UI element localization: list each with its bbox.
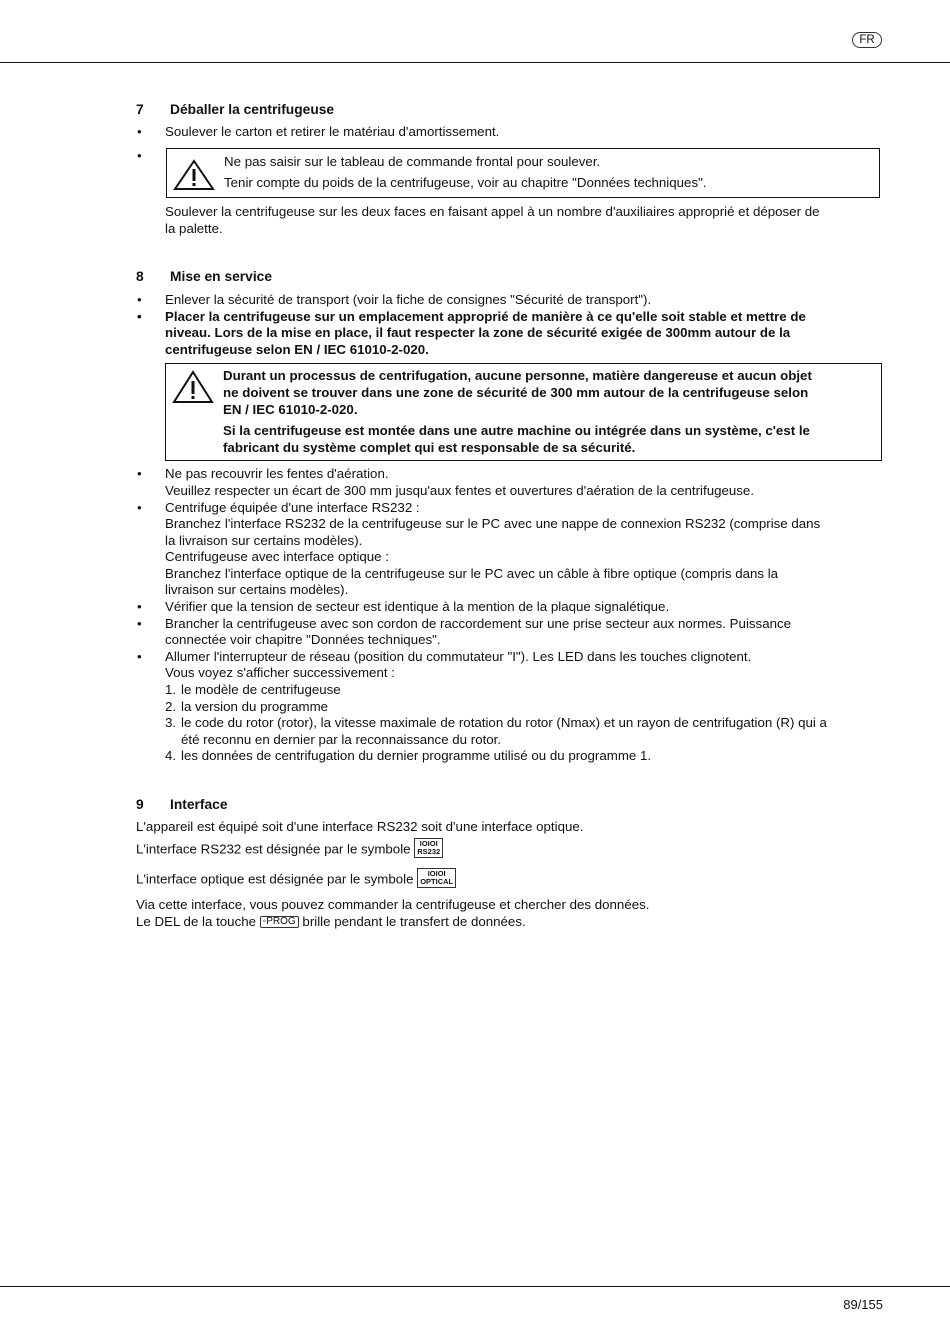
text-line: Le DEL de la touche: [136, 913, 257, 929]
warning-icon-cell: [167, 149, 221, 197]
item-number: 2.: [165, 698, 177, 714]
paragraph: [136, 868, 880, 888]
text-line: livraison sur certains modèles).: [165, 582, 349, 598]
warning-text: EN / IEC 61010-2-020.: [223, 401, 358, 417]
warning-triangle-icon: [173, 159, 215, 191]
item-text: le code du rotor (rotor), la vitesse maximale de rotation du rotor (Nmax) et un rayon de centrifugation (R) qui a: [181, 715, 827, 731]
text-line: niveau. Lors de la mise en place, il faut respecter la zone de sécurité exigée de 300mm autour de la: [165, 325, 791, 341]
list-item: [136, 616, 880, 649]
warning-text: Tenir compte du poids de la centrifugeuse, voir au chapitre "Données techniques".: [224, 174, 707, 190]
warning-text: Durant un processus de centrifugation, aucune personne, matière dangereuse et aucun objet: [223, 368, 812, 384]
text-line: • Centrifuge équipée d'une interface RS232 :: [165, 499, 420, 515]
item-text: la version du programme: [181, 698, 329, 714]
footer-rule: [0, 1286, 950, 1287]
text-line: Soulever la centrifugeuse sur les deux faces en faisant appel à un nombre d'auxiliaires approprié et déposer de: [165, 204, 820, 220]
section-number: 8: [136, 269, 144, 285]
warning-text: fabricant du système complet qui est responsable de sa sécurité.: [223, 439, 636, 455]
list-item: • Vérifier que la tension de secteur est identique à la mention de la plaque signalétique.: [136, 599, 880, 616]
language-badge: FR: [852, 32, 882, 48]
numbered-item: [165, 699, 880, 716]
item-number: 1.: [165, 682, 177, 698]
bullet-dot: •: [137, 148, 142, 164]
item-number: 4.: [165, 748, 177, 764]
paragraph: L'appareil est équipé soit d'une interface RS232 soit d'une interface optique.: [136, 818, 584, 834]
list-item: [136, 649, 880, 682]
text-line: brille pendant le transfert de données.: [302, 913, 526, 929]
text-line: Branchez l'interface optique de la centrifugeuse sur le PC avec un câble à fibre optique (compris dans la: [165, 565, 779, 581]
numbered-item: [165, 748, 880, 765]
section-8-heading: [136, 269, 880, 286]
text-line: • Ne pas recouvrir les fentes d'aération.: [165, 466, 389, 482]
prog-key-icon: ◦PROG: [260, 916, 299, 928]
text-line: la palette.: [165, 220, 223, 236]
rs232-symbol-icon: [414, 838, 443, 858]
prog-key-label: PROG: [266, 916, 296, 928]
warning-icon-cell: [166, 368, 220, 456]
paragraph: [136, 838, 880, 858]
list-item: [136, 309, 880, 359]
text-line: • Brancher la centrifugeuse avec son cordon de raccordement sur une prise secteur aux normes. Puissance: [165, 615, 792, 631]
item-text: été reconnu en dernier par la reconnaissance du rotor.: [181, 731, 502, 747]
text-line: centrifugeuse selon EN / IEC 61010-2-020.: [165, 341, 429, 357]
item-text: les données de centrifugation du dernier programme utilisé ou du programme 1.: [181, 748, 652, 764]
list-item: • Soulever le carton et retirer le matériau d'amortissement.: [136, 124, 880, 141]
warning-box: [166, 148, 880, 198]
text-line: Branchez l'interface RS232 de la centrifugeuse sur le PC avec une nappe de connexion RS232 (comprise dans: [165, 516, 821, 532]
text-line: L'interface optique est désignée par le symbole: [136, 871, 414, 887]
list-item: [136, 500, 880, 600]
symbol-top-text: IOIOI: [427, 869, 446, 879]
warning-text: Si la centrifugeuse est montée dans une autre machine ou intégrée dans un système, c'est le: [223, 423, 810, 439]
text-line: L'interface RS232 est désignée par le symbole: [136, 841, 411, 857]
item-number: 3.: [165, 715, 177, 731]
text-line: • Allumer l'interrupteur de réseau (position du commutateur "I"). Les LED dans les touches clignotent.: [165, 648, 752, 664]
symbol-bottom-text: OPTICAL: [420, 877, 454, 887]
symbol-bottom-text: RS232: [417, 847, 441, 857]
text-line: • Placer la centrifugeuse sur un emplacement approprié de manière à ce qu'elle soit stable et mettre de: [165, 308, 806, 324]
symbol-top-text: IOIOI: [419, 839, 438, 849]
section-number: 7: [136, 102, 144, 117]
text-line: Vous voyez s'afficher successivement :: [165, 665, 395, 681]
warning-box: [165, 363, 882, 461]
paragraph: Via cette interface, vous pouvez commander la centrifugeuse et chercher des données.: [136, 897, 650, 913]
warning-text: ne doivent se trouver dans une zone de sécurité de 300 mm autour de la centrifugeuse selon: [223, 384, 809, 400]
page-number: 89/155: [843, 1297, 883, 1312]
section-title: Déballer la centrifugeuse: [170, 102, 335, 117]
list-item: [136, 466, 880, 499]
numbered-item: [165, 715, 880, 748]
section-9-heading: [136, 797, 880, 814]
item-text: le modèle de centrifugeuse: [181, 682, 341, 698]
text-line: la livraison sur certains modèles).: [165, 532, 363, 548]
section-title: Interface: [170, 797, 228, 812]
text-line: Veuillez respecter un écart de 300 mm jusqu'aux fentes et ouvertures d'aération de la centrifugeuse.: [165, 482, 755, 498]
numbered-item: [165, 682, 880, 699]
paragraph: [136, 914, 880, 931]
warning-triangle-icon: [172, 370, 214, 404]
list-item: • Enlever la sécurité de transport (voir la fiche de consignes "Sécurité de transport").: [136, 292, 880, 309]
section-7-heading: [136, 102, 880, 119]
text-line: Centrifugeuse avec interface optique :: [165, 549, 389, 565]
header-rule: [0, 62, 950, 63]
page-content: [136, 102, 880, 930]
section-title: Mise en service: [170, 269, 273, 285]
paragraph: [136, 204, 880, 237]
warning-text: Ne pas saisir sur le tableau de commande frontal pour soulever.: [224, 154, 601, 170]
numbered-list: [136, 682, 880, 765]
section-number: 9: [136, 797, 144, 812]
optical-symbol-icon: [417, 868, 456, 888]
text-line: connectée voir chapitre "Données techniques".: [165, 632, 441, 648]
